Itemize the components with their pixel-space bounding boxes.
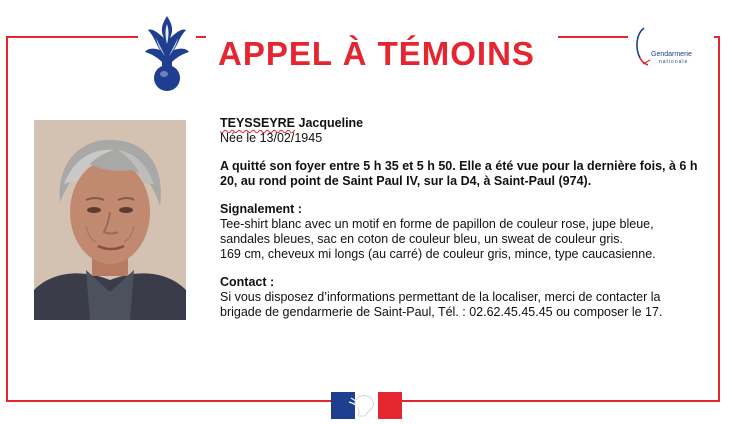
birth-date: Née le 13/02/1945	[220, 131, 323, 145]
contact-line: brigade de gendarmerie de Saint-Paul, Tél. : 02.62.45.45.45 ou composer le 17.	[220, 305, 663, 319]
logo-subtext: nationale	[659, 59, 689, 65]
signalement-line: Tee-shirt blanc avec un motif en forme de papillon de couleur rose, jupe bleue,	[220, 217, 654, 231]
marianne-logo-icon	[331, 392, 402, 419]
gendarmerie-flame-icon	[138, 14, 196, 92]
person-name	[220, 116, 712, 131]
contact-line: Si vous disposez d’informations permettant de la localiser, merci de contacter la	[220, 290, 661, 304]
signalement-line: sandales bleues, sac en coton de couleur bleu, un sweat de couleur gris.	[220, 232, 624, 246]
missing-person-photo	[34, 120, 186, 320]
signalement-heading: Signalement :	[220, 202, 302, 216]
signalement-line: 169 cm, cheveux mi longs (au carré) de couleur gris, mince, type caucasienne.	[220, 247, 656, 261]
notice-content	[220, 116, 712, 320]
person-surname: TEYSSEYRE	[220, 116, 296, 130]
disappearance-text: A quitté son foyer entre 5 h 35 et 5 h 50. Elle a été vue pour la dernière fois, à 6 h 20, au rond point de Saint Paul IV, sur la D4, à Saint-Paul (974).	[220, 159, 698, 188]
page-title: APPEL À TÉMOINS	[206, 30, 558, 78]
contact-heading: Contact :	[220, 275, 275, 289]
person-firstname: Jacqueline	[298, 116, 364, 130]
logo-text: Gendarmerie	[651, 51, 692, 58]
